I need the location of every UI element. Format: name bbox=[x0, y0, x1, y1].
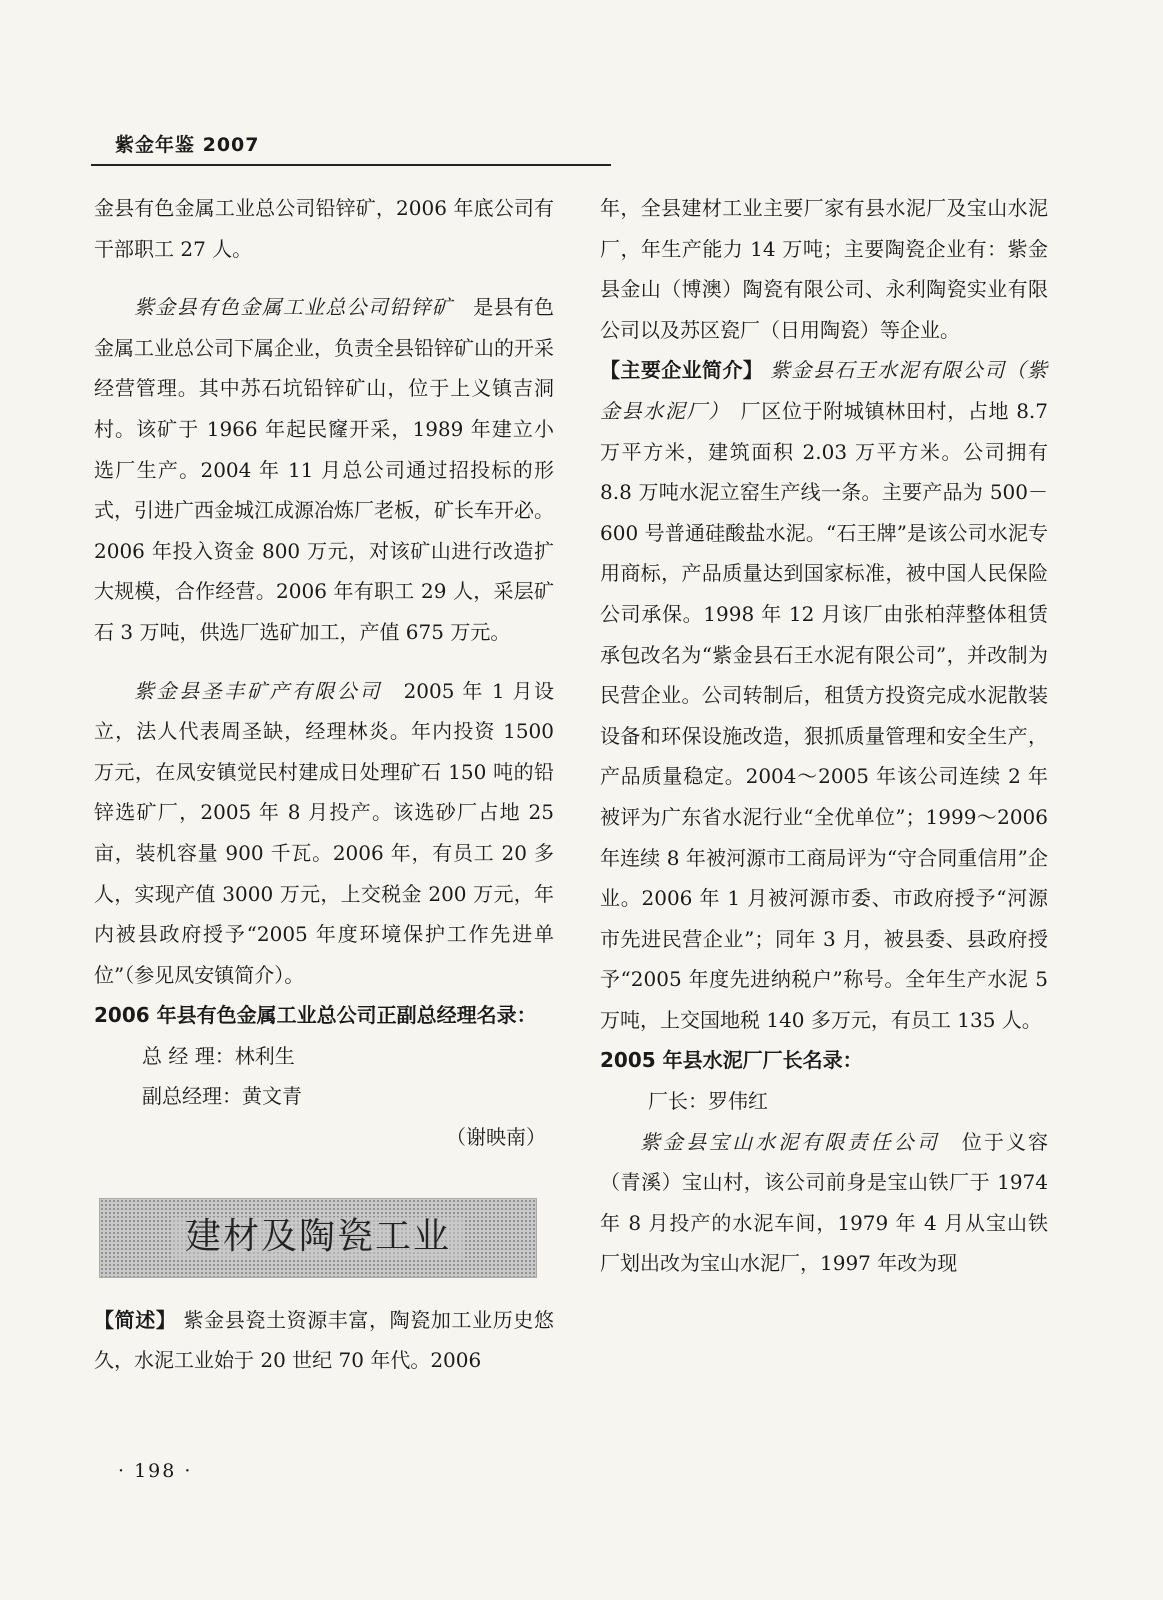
yearbook-title: 紫金年鉴 2007 bbox=[115, 134, 260, 156]
paragraph-gap bbox=[94, 653, 554, 671]
paragraph-body: 位于义容（青溪）宝山村，该公司前身是宝山铁厂于 1974 年 8 月投产的水泥车间，1979 年 4 月从宝山铁厂划出改为宝山水泥厂，1997 年改为现 bbox=[600, 1129, 1049, 1276]
left-column bbox=[94, 188, 554, 1381]
roster-heading: 2005 年县水泥厂厂长名录： bbox=[600, 1048, 863, 1073]
paragraph-body: 是县有色金属工业总公司下属企业，负责全县铅锌矿山的开采经营管理。其中苏石坑铅锌矿山，位于上义镇吉洞村。该矿于 1966 年起民窿开采，1989 年建立小选厂生产。2004 年 11 月总公司通过招投标的形式，引进广西金城江成源冶炼厂老板，矿长车开必。2006 年投入资金 800 万元，对该矿山进行改造扩大规模，合作经营。2006 年有职工 29 人，采层矿石 3 万吨，供选厂选矿加工，产值 675 万元。 bbox=[94, 295, 555, 644]
paragraph: 年，全县建材工业主要厂家有县水泥厂及宝山水泥厂，年生产能力 14 万吨；主要陶瓷企业有：紫金县金山（博澳）陶瓷有限公司、永利陶瓷实业有限公司以及苏区瓷厂（日用陶瓷）等企业。 bbox=[600, 196, 1048, 342]
paragraph-body: 厂区位于附城镇林田村，占地 8.7 万平方米，建筑面积 2.03 万平方米。公司拥有 8.8 万吨水泥立窑生产线一条。主要产品为 500－600 号普通硅酸盐水泥。“石王牌”是该公司水泥专用商标，产品质量达到国家标准，被中国人民保险公司承保。1998 年 12 月该厂由张柏萍整体租赁承包改名为“紫金县石王水泥有限公司”，并改制为民营企业。公司转制后，租赁方投资完成水泥散装设备和环保设施改造，狠抓质量管理和安全生产，产品质量稳定。2004～2005 年该公司连续 2 年被评为广东省水泥行业“全优单位”；1999～2006 年连续 8 年被河源市工商局评为“守合同重信用”企业。2006 年 1 月被河源市委、市政府授予“河源市先进民营企业”；同年 3 月，被县委、县政府授予“2005 年度先进纳税户”称号。全年生产水泥 5 万吨，上交国地税 140 多万元，有员工 135 人。 bbox=[600, 398, 1049, 1032]
page-number: · 198 · bbox=[118, 1460, 193, 1482]
paragraph-shengfeng-mining bbox=[94, 671, 554, 996]
roster-heading: 2006 年县有色金属工业总公司正副总经理名录： bbox=[94, 1003, 537, 1028]
section-title: 建材及陶瓷工业 bbox=[173, 1217, 463, 1258]
roster-entry-general-manager: 总 经 理：林利生 bbox=[142, 1043, 295, 1068]
paragraph-body: 2005 年 1 月设立，法人代表周圣缺，经理林炎。年内投资 1500 万元，在凤安镇觉民村建成日处理矿石 150 吨的铅锌选矿厂，2005 年 8 月投产。该选砂厂占地 25 亩，装机容量 900 千瓦。2006 年，有员工 20 多人，实现产值 3000 万元，上交税金 200 万元，年内被县政府授予“2005 年度环境保护工作先进单位”（参见凤安镇简介）。 bbox=[94, 678, 554, 987]
roster-entry-factory-director: 厂长：罗伟红 bbox=[648, 1089, 768, 1114]
paragraph-body: 紫金县瓷土资源丰富，陶瓷加工业历史悠久，水泥工业始于 20 世纪 70 年代。2006 bbox=[94, 1307, 555, 1373]
entity-name: 紫金县宝山水泥有限责任公司 bbox=[640, 1129, 940, 1154]
paragraph-overview bbox=[94, 1300, 554, 1381]
right-column bbox=[600, 188, 1048, 1284]
roster-entry-deputy-manager: 副总经理：黄文青 bbox=[142, 1084, 302, 1109]
paragraph-baoshan-cement bbox=[600, 1122, 1048, 1284]
paragraph: 金县有色金属工业总公司铅锌矿，2006 年底公司有干部职工 27 人。 bbox=[94, 196, 554, 261]
section-tag: 【简述】 bbox=[94, 1307, 177, 1332]
running-header bbox=[91, 124, 611, 166]
paragraph-gap bbox=[94, 269, 554, 287]
paragraph-lead-zinc-mine bbox=[94, 287, 554, 652]
entity-name: 紫金县有色金属工业总公司铅锌矿 bbox=[134, 295, 453, 320]
section-banner bbox=[99, 1198, 537, 1278]
section-tag: 【主要企业简介】 bbox=[600, 358, 764, 383]
author-signature: （谢映南） bbox=[446, 1125, 546, 1150]
entity-name: 紫金县圣丰矿产有限公司 bbox=[134, 678, 383, 703]
paragraph-shiwang-cement bbox=[600, 350, 1048, 1040]
entity-name: 紫金县石王水泥有限公司（紫金县水泥厂） bbox=[600, 358, 1049, 423]
